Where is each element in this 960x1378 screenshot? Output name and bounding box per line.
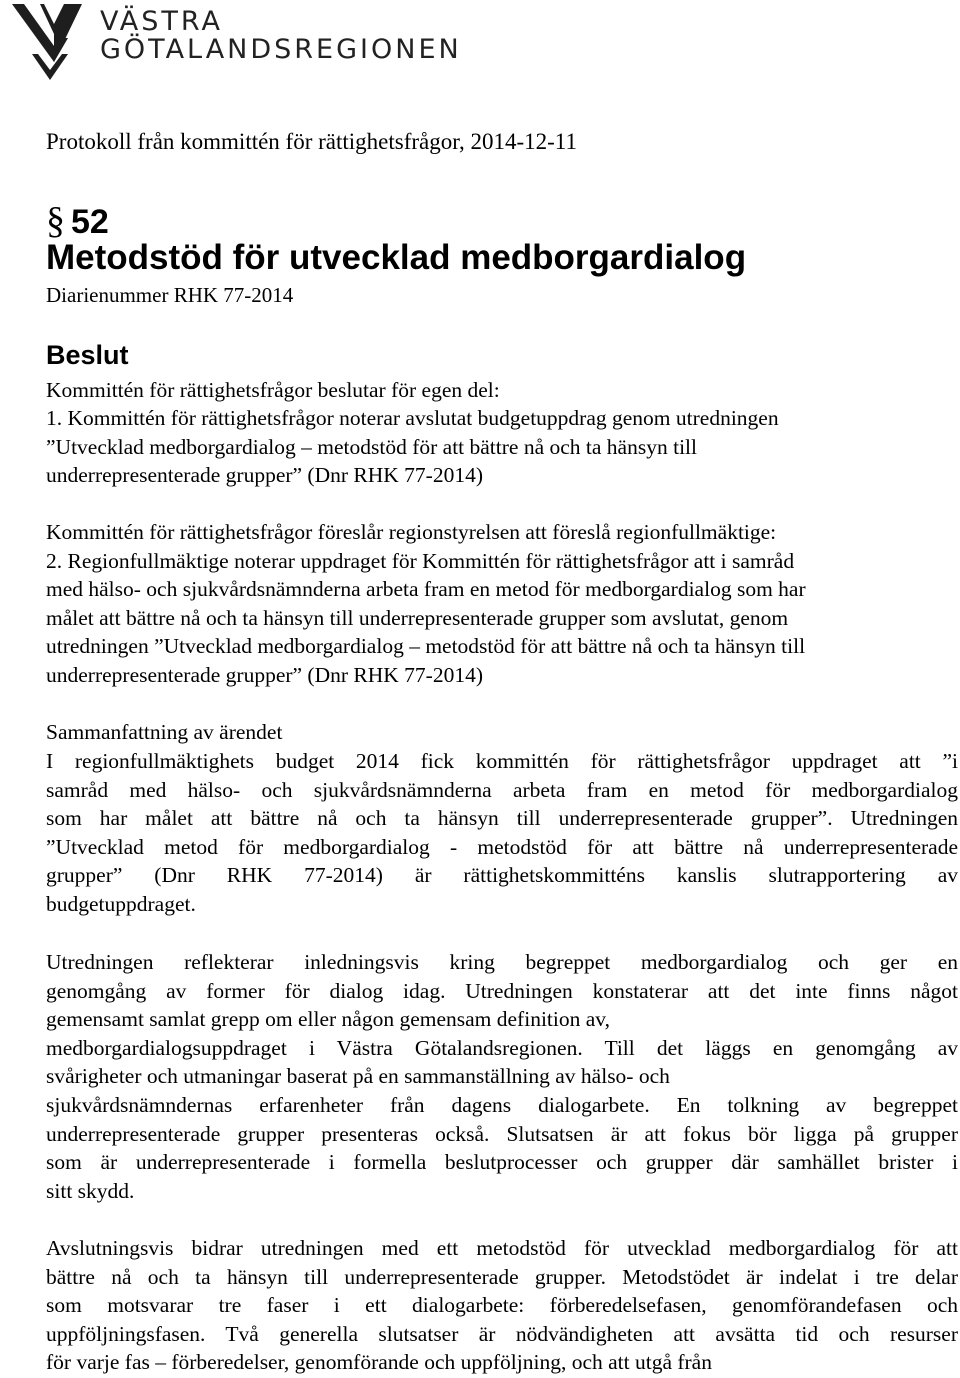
summary-heading: Sammanfattning av ärendet [46, 720, 283, 744]
text-line: underrepresenterade grupper presenteras också. Slutsatsen är att fokus bör ligga på grupper [46, 1121, 958, 1146]
text-line: sjukvårdsnämndernas erfarenheter från dagens dialogarbete. En tolkning av begreppet [46, 1092, 958, 1117]
summary-paragraph-3 [46, 1234, 958, 1377]
decision-item-1-line: underrepresenterade grupper” (Dnr RHK 77-2014) [46, 463, 483, 487]
text-line: medborgardialogsuppdraget i Västra Götalandsregionen. Till det läggs en genomgång av [46, 1035, 958, 1060]
protocol-heading: Protokoll från kommittén för rättighetsfrågor, 2014-12-11 [46, 129, 577, 154]
decision-intro: Kommittén för rättighetsfrågor beslutar för egen del: [46, 378, 500, 402]
text-line: genomgång av former för dialog idag. Utredningen konstaterar att det inte finns något [46, 978, 958, 1003]
text-line: Avslutningsvis bidrar utredningen med ett metodstöd för utvecklad medborgardialog för att [46, 1236, 958, 1260]
text-line: för varje fas – förberedelser, genomförande och uppföljning, och att utgå från [46, 1350, 712, 1375]
text-line: grupper” (Dnr RHK 77-2014) är rättighetskommitténs kanslis slutrapportering av [46, 863, 958, 888]
text-line: sitt skydd. [46, 1178, 135, 1203]
decision-item-2-line: med hälso- och sjukvårdsnämnderna arbeta fram en metod för medborgardialog som har [46, 577, 806, 601]
text-line: Utredningen reflekterar inledningsvis kring begreppet medborgardialog och ger en [46, 950, 958, 974]
text-line: I regionfullmäktighets budget 2014 fick kommittén för rättighetsfrågor uppdraget att ”i [46, 749, 958, 773]
decision-item-1-line: ”Utvecklad medborgardialog – metodstöd för att bättre nå och ta hänsyn till [46, 435, 697, 459]
section-number [46, 199, 109, 243]
summary-paragraph-2 [46, 948, 958, 1205]
text-line: gemensamt samlat grepp om eller någon gemensam definition av, [46, 1007, 611, 1032]
text-line: som har målet att bättre nå och ta hänsyn till underrepresenterade grupper”. Utredningen [46, 806, 958, 831]
logo-line-2: GÖTALANDSREGIONEN [100, 34, 462, 65]
paragraph-symbol: § [46, 200, 65, 242]
text-line: som är underrepresenterade i formella beslutprocesser och grupper där samhället brister i [46, 1150, 958, 1175]
diary-number: Diarienummer RHK 77-2014 [46, 283, 294, 307]
page-title: Metodstöd för utvecklad medborgardialog [46, 238, 747, 277]
decision-item-2-line: utredningen ”Utvecklad medborgardialog – metodstöd för att bättre nå och ta hänsyn till [46, 634, 806, 658]
decision-item-1-line: 1. Kommittén för rättighetsfrågor noterar avslutat budgetuppdrag genom utredningen [46, 406, 779, 430]
decision-item-2-line: målet att bättre nå och ta hänsyn till underrepresenterade grupper som avslutat, genom [46, 606, 789, 630]
logo-emblem-icon [10, 0, 94, 80]
decision-item-2-line: underrepresenterade grupper” (Dnr RHK 77-2014) [46, 663, 483, 687]
text-line: ”Utvecklad metod för medborgardialog - metodstöd för att bättre nå underrepresenterade [46, 834, 958, 859]
paragraph-number: 52 [71, 203, 109, 241]
decision-item-2-line: 2. Regionfullmäktige noterar uppdraget för Kommittén för rättighetsfrågor att i samråd [46, 549, 795, 573]
text-line: som motsvarar tre faser i ett dialogarbete: förberedelsefasen, genomförandefasen och [46, 1293, 958, 1318]
text-line: uppföljningsfasen. Två generella slutsatser är nödvändigheten att avsätta tid och resurser [46, 1321, 958, 1346]
decision-heading: Beslut [46, 340, 129, 370]
text-line: svårigheter och utmaningar baserat på en sammanställning av hälso- och [46, 1064, 670, 1089]
proposal-line: Kommittén för rättighetsfrågor föreslår regionstyrelsen att föreslå regionfullmäktige: [46, 520, 777, 544]
text-line: bättre nå och ta hänsyn till underrepresenterade grupper. Metodstödet är indelat i tre delar [46, 1264, 958, 1289]
logo-line-1: VÄSTRA [100, 6, 223, 37]
text-line: samråd med hälso- och sjukvårdsnämnderna arbeta fram en metod för medborgardialog [46, 777, 958, 802]
summary-paragraph-1 [46, 747, 958, 919]
text-line: budgetuppdraget. [46, 891, 196, 916]
organization-logo [10, 0, 462, 80]
